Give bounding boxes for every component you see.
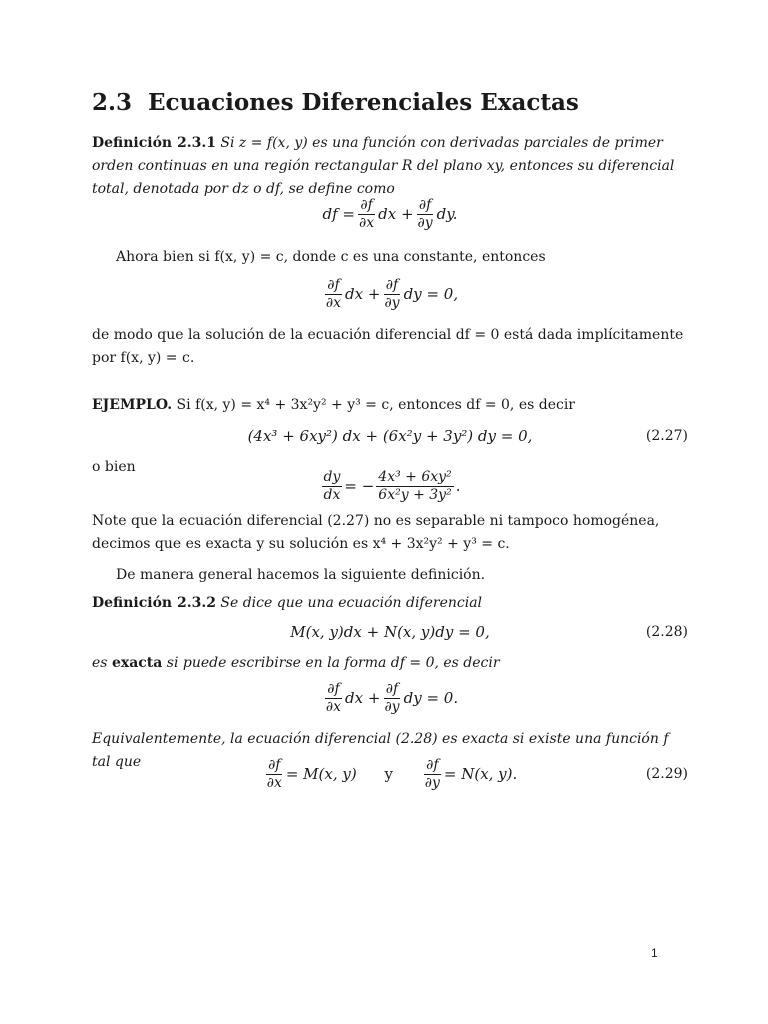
denominator: 6x²y + 3y² [378, 486, 452, 503]
denominator: ∂x [325, 294, 342, 311]
denominator: dx [323, 486, 341, 503]
equation-2-28 [92, 610, 688, 654]
denominator: ∂y [424, 774, 440, 791]
conjunction: y [384, 765, 393, 783]
equation-number: (2.28) [645, 624, 688, 640]
equation-df-zero [92, 272, 688, 316]
example-text: Si f(x, y) = x⁴ + 3x²y² + y³ = c, entonces df = 0, es decir [176, 397, 575, 413]
example-label: EJEMPLO. [92, 397, 173, 413]
equation-2-29 [92, 752, 688, 796]
denominator: ∂x [358, 214, 375, 231]
eq-middle: = − [344, 477, 375, 495]
numerator: dy [323, 468, 341, 485]
definition-2-3-1 [92, 132, 688, 201]
denominator: ∂x [325, 698, 342, 715]
equation-number: (2.27) [645, 428, 688, 444]
eq-middle: dx + [345, 689, 381, 707]
numerator: ∂f [385, 276, 399, 293]
bold-term: exacta [111, 655, 163, 671]
fraction [376, 469, 453, 504]
eq-body: (4x³ + 6xy²) dx + (6x²y + 3y²) dy = 0, [247, 427, 533, 445]
fraction [416, 197, 435, 232]
fraction [382, 681, 401, 716]
fraction [322, 469, 343, 504]
paragraph: De manera general hacemos la siguiente definición. [116, 567, 486, 583]
eq-lhs: df = [322, 205, 355, 223]
numerator: ∂f [418, 196, 432, 213]
fraction [265, 757, 284, 792]
section-title: Ecuaciones Diferenciales Exactas [148, 89, 579, 116]
denominator: ∂x [266, 774, 282, 791]
eq-middle: dx + [378, 205, 414, 223]
equation-dydx [92, 464, 688, 508]
paragraph-equivalently: Equivalentemente, la ecuación diferencial (2.28) es exacta si existe una función f tal que [92, 731, 669, 770]
eq-rhs: = N(x, y). [443, 765, 518, 783]
numerator: ∂f [327, 276, 340, 293]
page-number: 1 [651, 946, 658, 960]
denominator: ∂y [384, 698, 400, 715]
paragraph: Note que la ecuación diferencial (2.27) no es separable ni tampoco homogénea, decimos que es exacta y su solución es x⁴ + 3x²y² + y³ = c. [92, 513, 660, 552]
eq-body: M(x, y)dx + N(x, y)dy = 0, [290, 623, 490, 641]
numerator: ∂f [426, 756, 439, 773]
eq-middle: dx + [345, 285, 381, 303]
denominator: ∂y [384, 294, 400, 311]
definition-label: Definición 2.3.2 [92, 595, 216, 611]
eq-rhs: . [455, 477, 461, 495]
fraction [357, 197, 376, 232]
text: si puede escribirse en la forma df = 0, es decir [166, 655, 500, 671]
equation-df-zero-2 [92, 676, 688, 720]
numerator: ∂f [268, 756, 281, 773]
eq-rhs: dy = 0, [403, 285, 459, 303]
definition-continuation [92, 652, 688, 675]
definition-text: Si z = f(x, y) es una función con derivadas parciales de primer orden continuas en una región rectangular R del plano xy, entonces su diferencial total, denotada por dz o df, se define como [92, 135, 675, 197]
eq-rhs: dy = 0. [403, 689, 459, 707]
eq-rhs: = M(x, y) [285, 765, 357, 783]
fraction [324, 681, 343, 716]
eq-rhs: dy. [436, 205, 458, 223]
numerator: ∂f [360, 196, 373, 213]
paragraph: Ahora bien si f(x, y) = c, donde c es una constante, entonces [116, 249, 546, 265]
paragraph: o bien [92, 459, 136, 475]
fraction [324, 277, 343, 312]
paragraph: de modo que la solución de la ecuación diferencial df = 0 está dada implícitamente por f(x, y) = c. [92, 327, 684, 366]
fraction [423, 757, 442, 792]
numerator: ∂f [385, 680, 399, 697]
section-heading [92, 86, 688, 120]
fraction [382, 277, 401, 312]
text: es [92, 655, 108, 671]
definition-text: Se dice que una ecuación diferencial [220, 595, 483, 611]
denominator: ∂y [417, 214, 433, 231]
equation-2-27 [92, 414, 688, 458]
section-number: 2.3 [92, 89, 133, 116]
numerator: ∂f [327, 680, 340, 697]
equation-total-differential [92, 192, 688, 236]
numerator: 4x³ + 6xy² [378, 468, 452, 485]
equation-number: (2.29) [645, 766, 688, 782]
definition-label: Definición 2.3.1 [92, 135, 216, 151]
